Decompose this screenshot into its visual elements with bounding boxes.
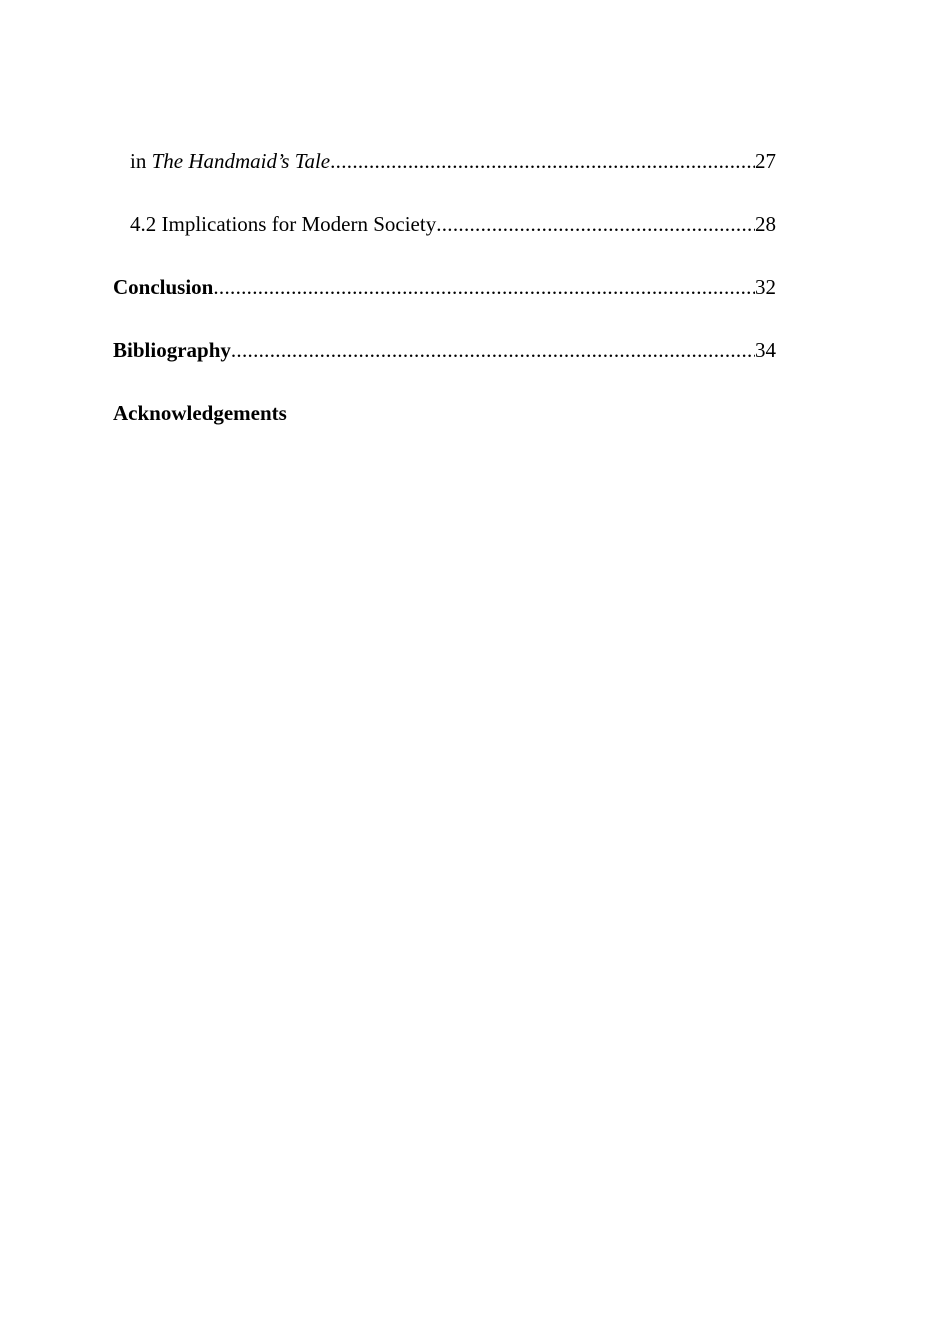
toc-entry[interactable] [113,272,776,302]
toc-entry-title [130,146,330,176]
dot-leader [231,335,755,365]
toc-entry-title: Bibliography [113,338,231,362]
toc-page-number: 34 [755,338,776,362]
toc-page-number: 32 [755,275,776,299]
toc-entry[interactable] [113,209,776,239]
toc-entry[interactable] [113,398,776,428]
toc-entry-title: Acknowledgements [113,401,287,425]
toc-entry-title: Conclusion [113,275,214,299]
toc-entry-title: 4.2 Implications for Modern Society [130,212,437,236]
dot-leader [330,146,755,176]
table-of-contents [113,146,776,428]
toc-page-number: 27 [755,149,776,173]
toc-entry[interactable] [113,146,776,176]
toc-page-number: 28 [755,212,776,236]
dot-leader [213,272,755,302]
toc-entry[interactable] [113,335,776,365]
dot-leader [436,209,755,239]
toc-entry-italic-title: The Handmaid’s Tale [151,149,331,173]
toc-entry-prefix: in [130,149,152,173]
